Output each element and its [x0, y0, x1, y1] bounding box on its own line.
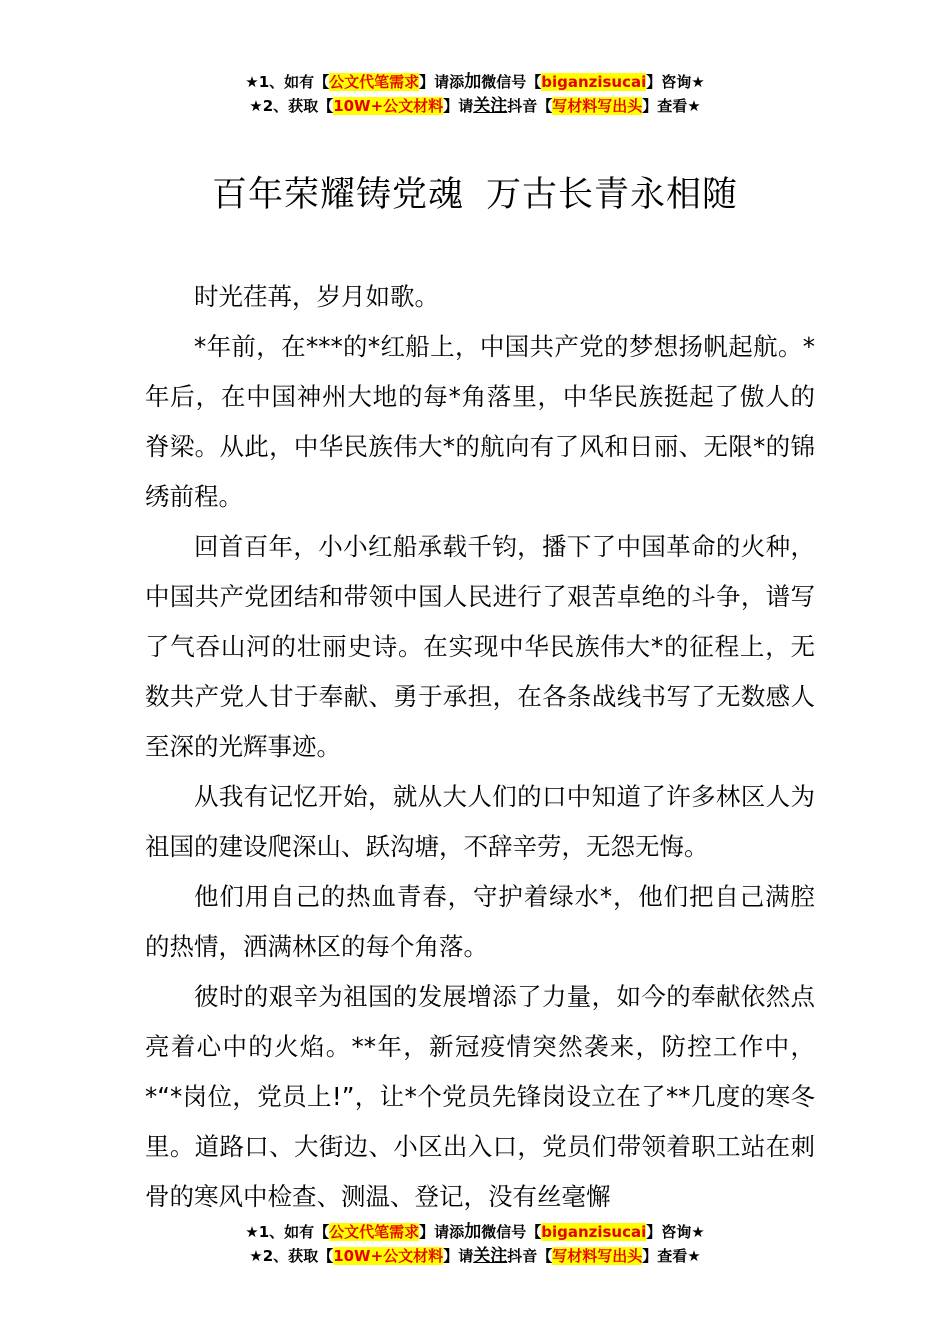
paragraph: 他们用自己的热血青春，守护着绿水*，他们把自己满腔的热情，洒满林区的每个角落。 [145, 882, 815, 961]
banner-line-2: ★2、获取【10W+公文材料】请关注抖音【写材料写出头】查看★ [249, 96, 701, 116]
footer-banner [0, 1220, 950, 1268]
highlight-service: 公文代笔需求 [329, 73, 420, 91]
highlight-wechat-id: biganzisucai [541, 1223, 647, 1241]
paragraph: 彼时的艰辛为祖国的发展增添了力量，如今的奉献依然点亮着心中的火焰。**年，新冠疫情突然袭来，防控工作中，*“*岗位，党员上!”，让*个党员先锋岗设立在了**几度的寒冬里。道路口、大街边、小区出入口，党员们带领着职工站在刺骨的寒风中检查、测温、登记，没有丝毫懈 [145, 982, 815, 1211]
highlight-wechat-id: biganzisucai [541, 73, 647, 91]
banner-line-1: ★1、如有【公文代笔需求】请添加微信号【biganzisucai】咨询★ [245, 1222, 705, 1242]
paragraph: 回首百年，小小红船承载千钧，播下了中国革命的火种，中国共产党团结和带领中国人民进行了艰苦卓绝的斗争，谱写了气吞山河的壮丽史诗。在实现中华民族伟大*的征程上，无数共产党人甘于奉献、勇于承担，在各条战线书写了无数感人至深的光辉事迹。 [145, 532, 815, 761]
paragraph: *年前，在***的*红船上，中国共产党的梦想扬帆起航。*年后，在中国神州大地的每*角落里，中华民族挺起了傲人的脊梁。从此，中华民族伟大*的航向有了风和日丽、无限*的锦绣前程。 [145, 332, 815, 511]
header-banner [0, 70, 950, 118]
article-body [145, 272, 815, 1222]
highlight-materials: 10W+公文材料 [333, 1247, 444, 1265]
highlight-douyin-id: 写材料写出头 [552, 97, 643, 115]
highlight-douyin-id: 写材料写出头 [552, 1247, 643, 1265]
highlight-service: 公文代笔需求 [329, 1223, 420, 1241]
banner-line-1: ★1、如有【公文代笔需求】请添加微信号【biganzisucai】咨询★ [245, 72, 705, 92]
paragraph: 从我有记忆开始，就从大人们的口中知道了许多林区人为祖国的建设爬深山、跃沟塘，不辞辛劳，无怨无悔。 [145, 782, 815, 861]
banner-line-2: ★2、获取【10W+公文材料】请关注抖音【写材料写出头】查看★ [249, 1246, 701, 1266]
page-title: 百年荣耀铸党魂 万古长青永相随 [211, 175, 739, 215]
highlight-materials: 10W+公文材料 [333, 97, 444, 115]
paragraph: 时光荏苒，岁月如歌。 [194, 282, 439, 311]
